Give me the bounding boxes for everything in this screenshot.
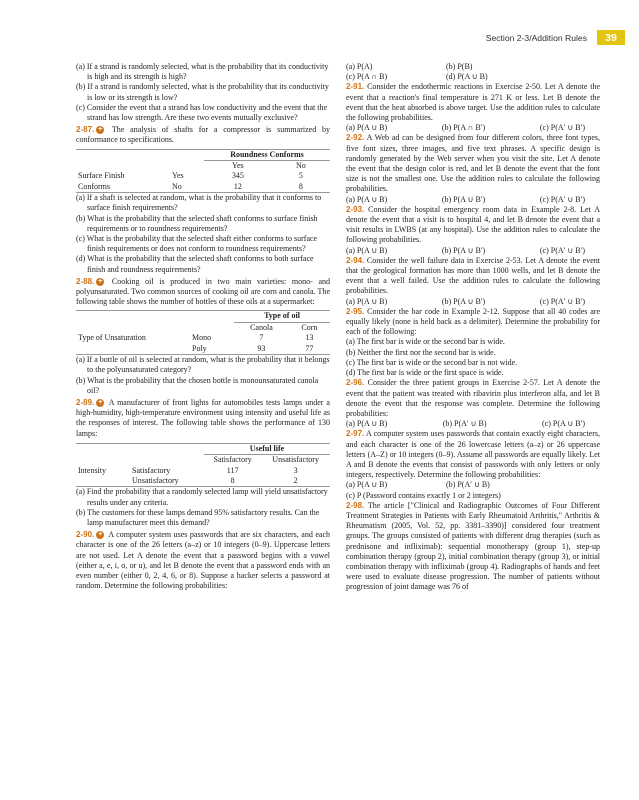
oil-table	[76, 311, 330, 354]
exercise-number: 2-98.	[346, 500, 365, 510]
exercise-text: A computer system uses passwords that contain exactly eight characters, and each character is one of the 26 lowercase letters (a–z) or 26 uppercase letters (A–Z) or 10 integers (0–9). Assume all passwords are equally likely. Let A and B denote the events that consist of passwords with only letters or only integers, respectively. Determine the following probabilities:	[346, 429, 601, 480]
exercise-2-87	[76, 125, 330, 145]
right-column	[346, 62, 600, 593]
exercise-part: (b) The customers for these lamps demand 95% satisfactory results. Can the lamp manufacturer meet this demand?	[76, 507, 320, 527]
table-row: Intensity Satisfactory 117 3	[78, 465, 298, 475]
exercise-text: Cooking oil is produced in two main varieties: mono- and polyunsaturated. Two common sources of cooking oil are corn and canola. The following table shows the number of bottles of these oils at a supermarket:	[76, 276, 330, 307]
exercise-parts: (a) P(A ∪ B) (b) P(A ∪ B′) (c) P(A′ ∪ B′)	[346, 194, 585, 204]
exercise-part: (a) Find the probability that a randomly selected lamp will yield unsatisfactory results under any criteria.	[76, 487, 328, 507]
plus-icon: +	[98, 399, 103, 407]
exercise-2-92	[346, 133, 600, 194]
exercise-part: (c) What is the probability that the selected shaft either conforms to surface finish requirements or does not conform to roundness requirements?	[76, 234, 318, 254]
exercise-number: 2-95.	[346, 306, 365, 316]
exercise-text: A manufacturer of front lights for automobiles tests lamps under a high-humidity, high-temperature environment using intensity and useful life as the responses of interest. The following table shows the performance of 130 lamps:	[76, 397, 330, 438]
column-header: Yes	[232, 161, 244, 171]
exercise-2-93	[346, 205, 600, 246]
exercise-parts: (a) P(A ∪ B) (b) P(A′ ∪ B)	[346, 480, 490, 490]
exercise-number: 2-88.	[76, 276, 95, 286]
exercise-text: Consider the endothermic reactions in Exercise 2-50. Let A denote the event that a reaction's final temperature is 271 K or less. Let B denote the event that the heat absorbed is above target. Use the addition rules to calculate the following probabilities.	[346, 82, 600, 123]
prev-part-b: (b) If a strand is randomly selected, what is the probability that its conductivity is low or its strength is low?	[76, 82, 329, 102]
page-header	[486, 30, 625, 45]
exercise-number: 2-91.	[346, 82, 365, 92]
prev-part-c: (c) Consider the event that a strand has low conductivity and the event that the strand has low strength. Are these two events mutually exclusive?	[76, 102, 328, 123]
exercise-number: 2-93.	[346, 204, 365, 214]
exercise-text: Consider the well failure data in Exercise 2-53. Let A denote the event that the geological formation has more than 1000 wells, and let B denote the event that a well failed. Use the addition rules to calculate the following probabilities.	[346, 255, 600, 296]
exercise-part: (b) What is the probability that the chosen bottle is monounsaturated canola oil?	[76, 375, 319, 395]
exercise-2-94	[346, 256, 600, 297]
exercise-part: (b) Neither the first nor the second bar is wide.	[346, 347, 496, 357]
exercise-part: (c) P (Password contains exactly 1 or 2 integers)	[346, 490, 501, 500]
exercise-2-95	[346, 307, 600, 338]
page-number: 39	[597, 30, 625, 45]
exercise-2-96	[346, 378, 600, 419]
exercise-number: 2-96.	[346, 378, 365, 388]
exercise-number: 2-89.	[76, 397, 95, 407]
prev-part-a: (a) If a strand is randomly selected, what is the probability that its conductivity is high and its strength is high?	[76, 62, 329, 82]
exercise-part: (a) If a shaft is selected at random, what is the probability that it conforms to surface finish requirements?	[76, 193, 322, 213]
column-header: Canola	[250, 322, 273, 332]
exercise-parts: (a) P(A ∪ B) (b) P(A ∩ B′) (c) P(A′ ∪ B′)	[346, 123, 585, 133]
plus-icon: +	[98, 531, 103, 539]
exercise-text: Consider the hospital emergency room data in Example 2-8. Let A denote the event that a visit is to hospital 4, and let B denote the event that a visit results in LWBS (at any hospital). Use the addition rules to calculate the following probabilities.	[346, 204, 600, 245]
exercise-2-89	[76, 398, 330, 439]
exercise-text: Consider the three patient groups in Exercise 2-57. Let A denote the event that the patient was treated with ribavirin plus interferon alfa, and let B denote the event that the response was complete. Determine the following probabilities:	[346, 378, 600, 418]
running-head: Section 2-3/Addition Rules	[485, 32, 587, 43]
exercise-part: (d) What is the probability that the selected shaft conforms to both surface finish and roundness requirements?	[76, 254, 314, 274]
table-row: Type of Unsaturation Mono 7 13	[78, 333, 314, 343]
exercise-2-91	[346, 82, 600, 123]
exercise-text: A Web ad can be designed from four different colors, three font types, five font sizes, three images, and five text phrases. A specific design is randomly generated by the Web server when you visit the site. Let A denote the event that the design color is red, and let B denote the event that the font size is not the smallest one. Use the addition rules to calculate the following probabilities.	[346, 133, 600, 194]
exercise-2-90-parts	[346, 72, 600, 82]
exercise-part: (d) The first bar is wide or the first space is wide.	[346, 368, 504, 378]
exercise-2-88	[76, 277, 330, 308]
exercise-part: (c) P(A ∩ B)	[346, 72, 388, 82]
exercise-2-90	[76, 530, 330, 591]
column-header: Corn	[301, 322, 318, 332]
table-row: Conforms No 12 8	[78, 181, 303, 191]
exercise-number: 2-94.	[346, 255, 365, 265]
lamp-table	[76, 444, 330, 487]
exercise-parts: (a) P(A ∪ B) (b) P(A′ ∪ B) (c) P(A ∪ B′)	[346, 419, 585, 429]
exercise-number: 2-92.	[346, 133, 365, 143]
table-title: Roundness Conforms	[204, 150, 330, 161]
column-header: No	[295, 161, 306, 171]
exercise-parts: (a) P(A ∪ B) (b) P(A ∪ B′) (c) P(A′ ∪ B′)	[346, 245, 585, 255]
column-header: Unsatisfactory	[272, 455, 319, 465]
exercise-part: (a) The first bar is wide or the second bar is wide.	[346, 337, 505, 347]
exercise-number: 2-97.	[346, 429, 365, 439]
exercise-part: (c) The first bar is wide or the second bar is not wide.	[346, 357, 518, 367]
exercise-2-90-parts	[346, 62, 600, 72]
left-column	[76, 62, 330, 591]
table-row: Surface Finish Yes 345 5	[78, 171, 303, 181]
exercise-text: The analysis of shafts for a compressor is summarized by conformance to specifications.	[76, 125, 331, 145]
table-title: Useful life	[204, 444, 330, 455]
plus-icon: +	[98, 278, 103, 286]
table-title: Type of oil	[234, 311, 330, 322]
exercise-2-97	[346, 429, 600, 480]
exercise-text: The article ["Clinical and Radiographic Outcomes of Four Different Treatment Strategies in Patients with Early Rheumatoid Arthritis," Arthritis & Rheumatism (2005, Vol. 52, pp. 3381–3390)] considered four treatment groups. The groups consisted of patients with different drug therapies (such as prednisone and infliximab): sequential monotherapy (group 1), step-up combination therapy (group 2), initial combination therapy (group 3), or initial combination therapy with infliximab (group 4). Radiographs of hands and feet were used to evaluate disease progression. The number of patients without progression of joint damage was 76 of	[346, 500, 600, 592]
column-header: Satisfactory	[213, 455, 252, 465]
exercise-text: Consider the bar code in Example 2-12. Suppose that all 40 codes are equally likely (none is held back as a delimiter). Determine the probability for each of the following:	[346, 306, 600, 337]
exercise-number: 2-90.	[76, 530, 95, 540]
roundness-table	[76, 150, 330, 193]
exercise-part: (d) P(A ∪ B)	[446, 72, 488, 82]
exercise-text: A computer system uses passwords that are six characters, and each character is one of the 26 letters (a–z) or 10 integers (0–9). Uppercase letters are not used. Let A denote the event that a password begins with a vowel (either a, e, i, o, or u), and let B denote the event that a password ends with an even number (either 0, 2, 4, 6, or 8). Suppose a hacker selects a password at random. Determine the following probabilities:	[76, 530, 330, 591]
plus-icon: +	[98, 126, 103, 134]
exercise-part: (b) P(B)	[446, 62, 473, 71]
exercise-part: (a) P(A)	[346, 62, 373, 71]
table-row: Unsatisfactory 8 2	[132, 475, 298, 485]
exercise-part: (b) What is the probability that the selected shaft conforms to surface finish requirements or to roundness requirements?	[76, 213, 318, 233]
exercise-number: 2-87.	[76, 125, 95, 135]
exercise-parts: (a) P(A ∪ B) (b) P(A ∪ B′) (c) P(A′ ∪ B′)	[346, 296, 585, 306]
exercise-2-98	[346, 501, 600, 593]
table-row: Poly 93 77	[192, 343, 314, 353]
exercise-part: (a) If a bottle of oil is selected at random, what is the probability that it belongs to the polyunsaturated category?	[76, 355, 330, 375]
